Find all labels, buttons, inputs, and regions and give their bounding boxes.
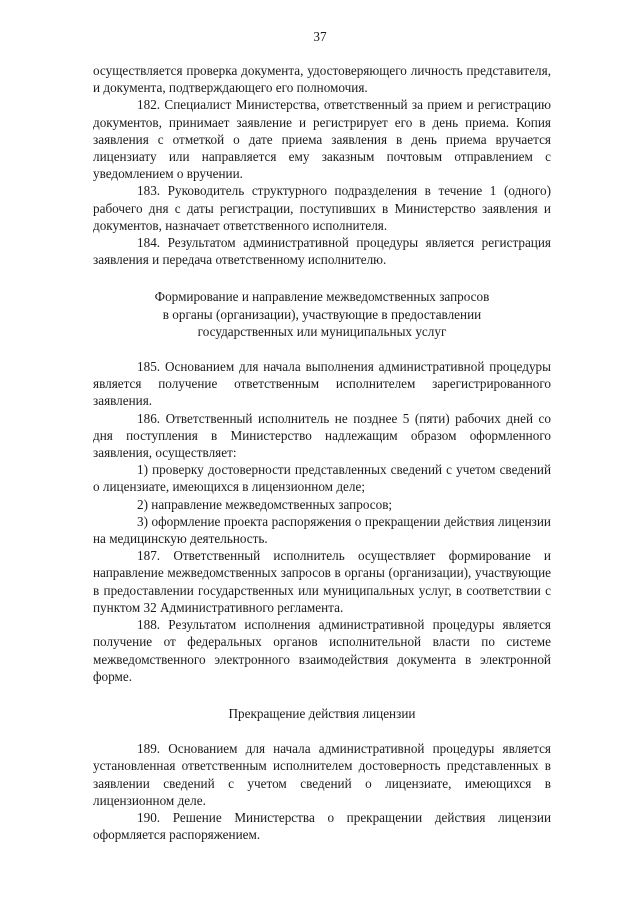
- list-item: 2) направление межведомственных запросов;: [137, 496, 393, 512]
- paragraph: 188. Результатом исполнения административной процедуры является получение от федеральных органов исполнительной власти по системе межведомственного электронного взаимодействия документа в электронной форме.: [93, 617, 551, 684]
- section-heading: [93, 288, 551, 340]
- page-number: 37: [313, 29, 327, 44]
- heading-line: в органы (организации), участвующие в предоставлении: [162, 306, 482, 322]
- paragraph: 182. Специалист Министерства, ответственный за прием и регистрацию документов, принимает заявление и регистрирует его в день приема. Копия заявления с отметкой о дате приема заявления в день приема вручается лицензиату или направляется ему заказным почтовым отправлением с уведомлением о вручении.: [93, 97, 551, 182]
- paragraph: 186. Ответственный исполнитель не позднее 5 (пяти) рабочих дней со дня поступления в Министерство надлежащим образом оформленного заявления, осуществляет:: [93, 410, 551, 461]
- paragraph: 190. Решение Министерства о прекращении действия лицензии оформляется распоряжением.: [93, 809, 551, 843]
- paragraph: 185. Основанием для начала выполнения административной процедуры является получение ответственным исполнителем зарегистрированного заявления.: [93, 359, 551, 409]
- paragraph: 184. Результатом административной процедуры является регистрация заявления и передача ответственному исполнителю.: [93, 235, 551, 268]
- paragraph: 189. Основанием для начала административной процедуры является установленная ответственным исполнителем достоверность представленных в заявлении сведений с учетом сведений о лицензиате, имеющихся в лицензионном деле.: [93, 741, 551, 808]
- paragraph: осуществляется проверка документа, удостоверяющего личность представителя, и документа, подтверждающего его полномочия.: [93, 63, 551, 96]
- section-heading: [93, 705, 551, 722]
- heading-line: Формирование и направление межведомственных запросов: [154, 289, 490, 305]
- heading-line: Прекращение действия лицензии: [228, 705, 416, 721]
- paragraph: 183. Руководитель структурного подразделения в течение 1 (одного) рабочего дня с даты регистрации, поступивших в Министерство заявления и документов, назначает ответственного исполнителя.: [93, 183, 551, 233]
- list-item: 1) проверку достоверности представленных сведений с учетом сведений о лицензиате, имеющихся в лицензионном деле;: [93, 462, 551, 495]
- paragraph: 187. Ответственный исполнитель осуществляет формирование и направление межведомственных запросов в органы (организации), участвующие в предоставлении государственных или муниципальных услуг, в соответствии с пунктом 32 Административного регламента.: [93, 548, 551, 615]
- list-item: 3) оформление проекта распоряжения о прекращении действия лицензии на медицинскую деятельность.: [93, 513, 551, 547]
- heading-line: государственных или муниципальных услуг: [197, 323, 447, 339]
- document-body: [93, 62, 551, 843]
